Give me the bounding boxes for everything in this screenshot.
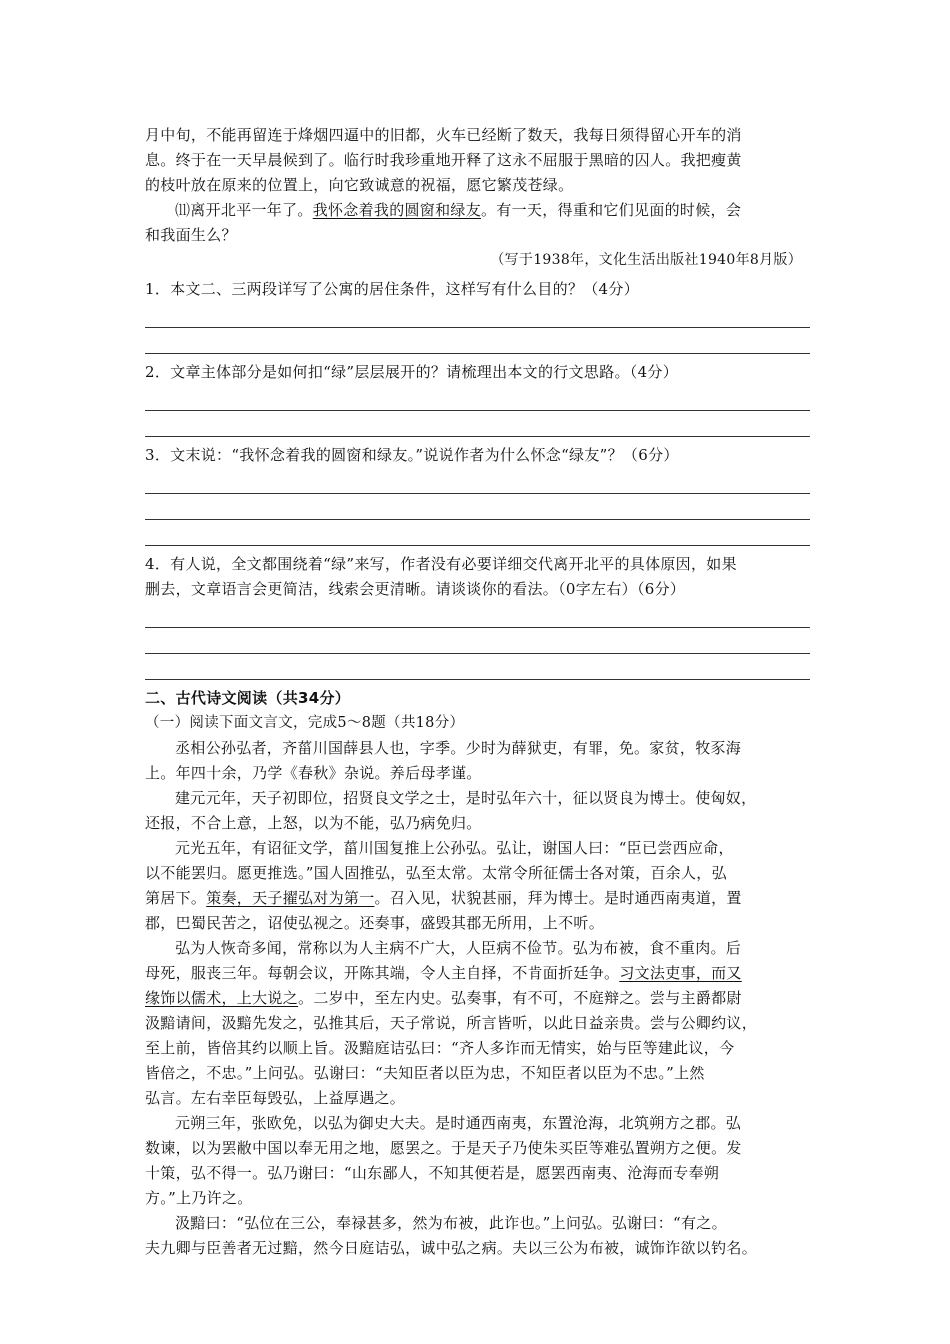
text-line: 的枝叶放在原来的位置上，向它致诚意的祝福，愿它繁茂苍绿。 bbox=[145, 176, 574, 194]
underlined-sentence: 缘饰以儒术，上大说之 bbox=[145, 989, 299, 1007]
classical-paragraph-4 bbox=[145, 936, 810, 1111]
answer-line[interactable] bbox=[145, 411, 810, 437]
text-line: 至上前，皆倍其约以顺上旨。汲黯庭诘弘曰：“齐人多诈而无情实，始与臣等建此议，今 bbox=[145, 1039, 735, 1057]
text-line: 建元元年，天子初即位，招贤良文学之士，是时弘年六十，征以贤良为博士。使匈奴， bbox=[175, 789, 757, 807]
text-line: 元朔三年，张欧免，以弘为御史大夫。是时通西南夷，东置沧海，北筑朔方之郡。弘 bbox=[175, 1114, 742, 1132]
text-line: 4．有人说，全文都围绕着“绿”来写，作者没有必要详细交代离开北平的具体原因，如果 bbox=[145, 555, 737, 573]
text-line: 十策，弘不得一。弘乃谢曰：“山东鄙人，不知其便若是，愿罢西南夷、沧海而专奉朔 bbox=[145, 1164, 720, 1182]
question-2: 2．文章主体部分是如何扣“绿”层层展开的？请梳理出本文的行文思路。（4分） bbox=[145, 363, 679, 381]
classical-paragraph-5 bbox=[145, 1111, 810, 1211]
text-segment: 第居下。 bbox=[145, 889, 207, 907]
text-line: 夫九卿与臣善者无过黯，然今日庭诘弘，诚中弘之病。夫以三公为布被，诚饰诈欲以钓名。 bbox=[145, 1239, 758, 1257]
answer-line[interactable] bbox=[145, 602, 810, 628]
text-segment: 母死，服丧三年。每朝会议，开陈其端，令人主自择，不肯面折廷争。 bbox=[145, 964, 620, 982]
answer-line[interactable] bbox=[145, 654, 810, 680]
text-line: 还报，不合上意，上怒，以为不能，弘乃病免归。 bbox=[145, 814, 482, 832]
classical-paragraph-3 bbox=[145, 836, 810, 936]
text-line: 息。终于在一天早晨候到了。临行时我珍重地开释了这永不屈服于黑暗的囚人。我把瘦黄 bbox=[145, 151, 742, 169]
underlined-sentence: 策奏，天子擢弘对为第一 bbox=[206, 889, 375, 907]
text-line: 以不能罢归。愿更推选。”国人固推弘，弘至太常。太常令所征儒士各对策，百余人，弘 bbox=[145, 864, 727, 882]
text-line: 郡，巴蜀民苦之，诏使弘视之。还奏事，盛毁其郡无所用，上不听。 bbox=[145, 914, 605, 932]
text-segment: 。召入见，状貌甚丽，拜为博士。是时通西南夷道，置 bbox=[374, 889, 742, 907]
underlined-sentence: 我怀念着我的圆窗和绿友 bbox=[312, 201, 482, 219]
text-line: 上。年四十余，乃学《春秋》杂说。养后母孝谨。 bbox=[145, 764, 482, 782]
text-line: 丞相公孙弘者，齐菑川国薛县人也，字季。少时为薛狱吏，有罪，免。家贫，牧豕海 bbox=[175, 739, 742, 757]
paragraph-10 bbox=[145, 123, 810, 198]
text-line: 汲黯请间，汲黯先发之，弘推其后，天子常说，所言皆听，以此日益亲贵。尝与公卿约议， bbox=[145, 1014, 758, 1032]
text-line: 方。”上乃许之。 bbox=[145, 1189, 253, 1207]
text-line: 元光五年，有诏征文学，菑川国复推上公孙弘。弘让，谢国人曰：“臣已尝西应命， bbox=[175, 839, 734, 857]
text-line: 弘为人恢奇多闻，常称以为人主病不广大，人臣病不俭节。弘为布被，食不重肉。后 bbox=[175, 939, 742, 957]
answer-line[interactable] bbox=[145, 302, 810, 328]
answer-line[interactable] bbox=[145, 328, 810, 354]
text-segment: ⑾离开北平一年了。 bbox=[175, 201, 313, 219]
text-line: 月中旬，不能再留连于烽烟四逼中的旧都，火车已经断了数天，我每日须得留心开车的消 bbox=[145, 126, 742, 144]
text-segment: 。有一天，得重和它们见面的时候，会 bbox=[481, 201, 742, 219]
question-1: 1．本文二、三两段详写了公寓的居住条件，这样写有什么目的？（4分） bbox=[145, 280, 639, 298]
answer-line[interactable] bbox=[145, 520, 810, 546]
answer-line[interactable] bbox=[145, 628, 810, 654]
question-4 bbox=[145, 552, 810, 602]
section-title: 二、古代诗文阅读（共34分） bbox=[145, 689, 351, 707]
page-content bbox=[145, 123, 810, 1261]
source-citation: （写于1938年，文化生活出版社1940年8月版） bbox=[490, 252, 802, 268]
text-line: 和我面生么？ bbox=[145, 226, 237, 244]
answer-line[interactable] bbox=[145, 494, 810, 520]
text-line: 皆倍之，不忠。”上问弘。弘谢曰：“夫知臣者以臣为忠，不知臣者以臣为不忠。”上然 bbox=[145, 1064, 705, 1082]
underlined-sentence: 习文法吏事，而又 bbox=[619, 964, 742, 982]
text-segment: 。二岁中，至左内史。弘奏事，有不可，不庭辩之。尝与主爵都尉 bbox=[298, 989, 742, 1007]
question-3: 3．文末说：“我怀念着我的圆窗和绿友。”说说作者为什么怀念“绿友”？（6分） bbox=[145, 446, 679, 464]
text-line: 弘言。左右幸臣每毁弘，上益厚遇之。 bbox=[145, 1089, 406, 1107]
classical-paragraph-1 bbox=[145, 736, 810, 786]
text-line: 数谏，以为罢敝中国以奉无用之地，愿罢之。于是天子乃使朱买臣等难弘置朔方之便。发 bbox=[145, 1139, 742, 1157]
text-line: 汲黯曰：“弘位在三公，奉禄甚多，然为布被，此诈也。”上问弘。弘谢曰：“有之。 bbox=[175, 1214, 727, 1232]
paragraph-11 bbox=[145, 198, 810, 248]
answer-line[interactable] bbox=[145, 468, 810, 494]
text-line: 删去，文章语言会更简洁，线索会更清晰。请谈谈你的看法。（0字左右）（6分） bbox=[145, 580, 686, 598]
classical-paragraph-2 bbox=[145, 786, 810, 836]
answer-line[interactable] bbox=[145, 385, 810, 411]
classical-paragraph-6 bbox=[145, 1211, 810, 1261]
section-subtitle: （一）阅读下面文言文，完成5～8题（共18分） bbox=[145, 715, 465, 731]
